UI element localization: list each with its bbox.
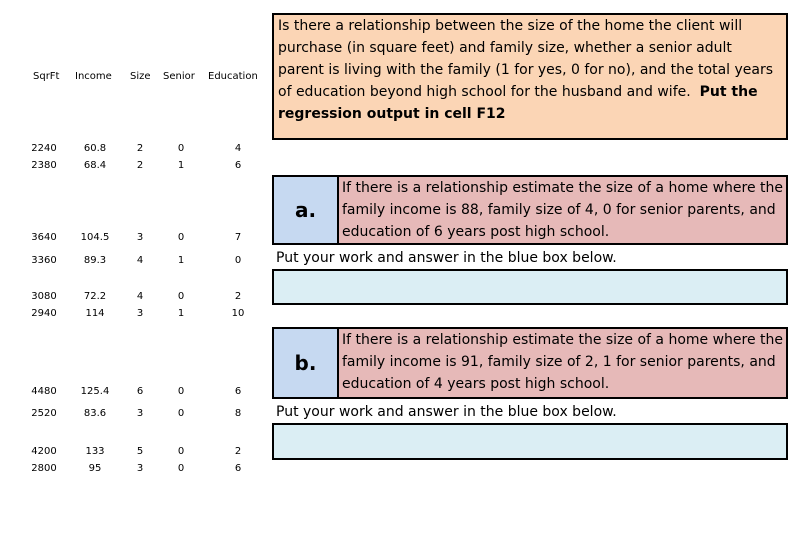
header-income: Income (75, 71, 112, 82)
header-senior: Senior (163, 71, 195, 82)
cell-senior: 0 (177, 232, 185, 243)
question-text: Is there a relationship between the size of the home the client will purchase (in square feet) and family size, whether a senior adult parent is living with the family (1 for yes, 0 for no), and the total years of education beyond high school for the husband and wife. (278, 18, 774, 100)
cell-sqft: 4480 (31, 386, 57, 397)
cell-size: 3 (136, 308, 144, 319)
cell-education: 6 (234, 160, 242, 171)
cell-income: 133 (85, 446, 105, 457)
cell-education: 8 (234, 408, 242, 419)
cell-size: 3 (136, 408, 144, 419)
question-box (272, 13, 788, 140)
cell-income: 60.8 (83, 143, 107, 154)
header-education: Education (208, 71, 258, 82)
cell-education: 6 (234, 386, 242, 397)
cell-senior: 0 (177, 143, 185, 154)
cell-sqft: 3080 (31, 291, 57, 302)
cell-senior: 0 (177, 386, 185, 397)
cell-income: 114 (85, 308, 105, 319)
header-sqft: SqrFt (33, 71, 60, 82)
cell-sqft: 4200 (31, 446, 57, 457)
cell-size: 6 (136, 386, 144, 397)
cell-education: 2 (234, 291, 242, 302)
cell-size: 3 (136, 463, 144, 474)
cell-senior: 0 (177, 446, 185, 457)
cell-education: 10 (231, 308, 245, 319)
header-size: Size (130, 71, 151, 82)
part-b-instruction: Put your work and answer in the blue box below. (276, 404, 617, 420)
cell-size: 3 (136, 232, 144, 243)
cell-size: 4 (136, 291, 144, 302)
cell-senior: 0 (177, 408, 185, 419)
part-a-question: If there is a relationship estimate the size of a home where the family income is 88, family size of 4, 0 for senior parents, and education of 6 years post high school. (337, 175, 788, 245)
cell-income: 68.4 (83, 160, 107, 171)
cell-senior: 1 (177, 308, 185, 319)
cell-sqft: 2940 (31, 308, 57, 319)
cell-sqft: 3360 (31, 255, 57, 266)
cell-sqft: 3640 (31, 232, 57, 243)
cell-sqft: 2380 (31, 160, 57, 171)
cell-sqft: 2800 (31, 463, 57, 474)
question-emphasis: Put the regression output in cell F12 (278, 84, 758, 122)
cell-size: 4 (136, 255, 144, 266)
cell-income: 125.4 (80, 386, 110, 397)
cell-education: 7 (234, 232, 242, 243)
cell-income: 89.3 (83, 255, 107, 266)
cell-size: 2 (136, 143, 144, 154)
cell-senior: 0 (177, 463, 185, 474)
part-a-letter: a. (272, 175, 339, 245)
cell-income: 83.6 (83, 408, 107, 419)
cell-senior: 1 (177, 160, 185, 171)
cell-size: 2 (136, 160, 144, 171)
cell-education: 6 (234, 463, 242, 474)
cell-size: 5 (136, 446, 144, 457)
part-b-question: If there is a relationship estimate the size of a home where the family income is 91, family size of 2, 1 for senior parents, and education of 4 years post high school. (337, 327, 788, 399)
cell-sqft: 2520 (31, 408, 57, 419)
cell-income: 95 (88, 463, 102, 474)
part-b-answer-box[interactable] (272, 423, 788, 460)
cell-education: 0 (234, 255, 242, 266)
cell-senior: 1 (177, 255, 185, 266)
cell-income: 104.5 (80, 232, 110, 243)
cell-income: 72.2 (83, 291, 107, 302)
cell-sqft: 2240 (31, 143, 57, 154)
cell-education: 2 (234, 446, 242, 457)
cell-education: 4 (234, 143, 242, 154)
part-a-answer-box[interactable] (272, 269, 788, 305)
cell-senior: 0 (177, 291, 185, 302)
part-a-instruction: Put your work and answer in the blue box below. (276, 250, 617, 266)
part-b-letter: b. (272, 327, 339, 399)
